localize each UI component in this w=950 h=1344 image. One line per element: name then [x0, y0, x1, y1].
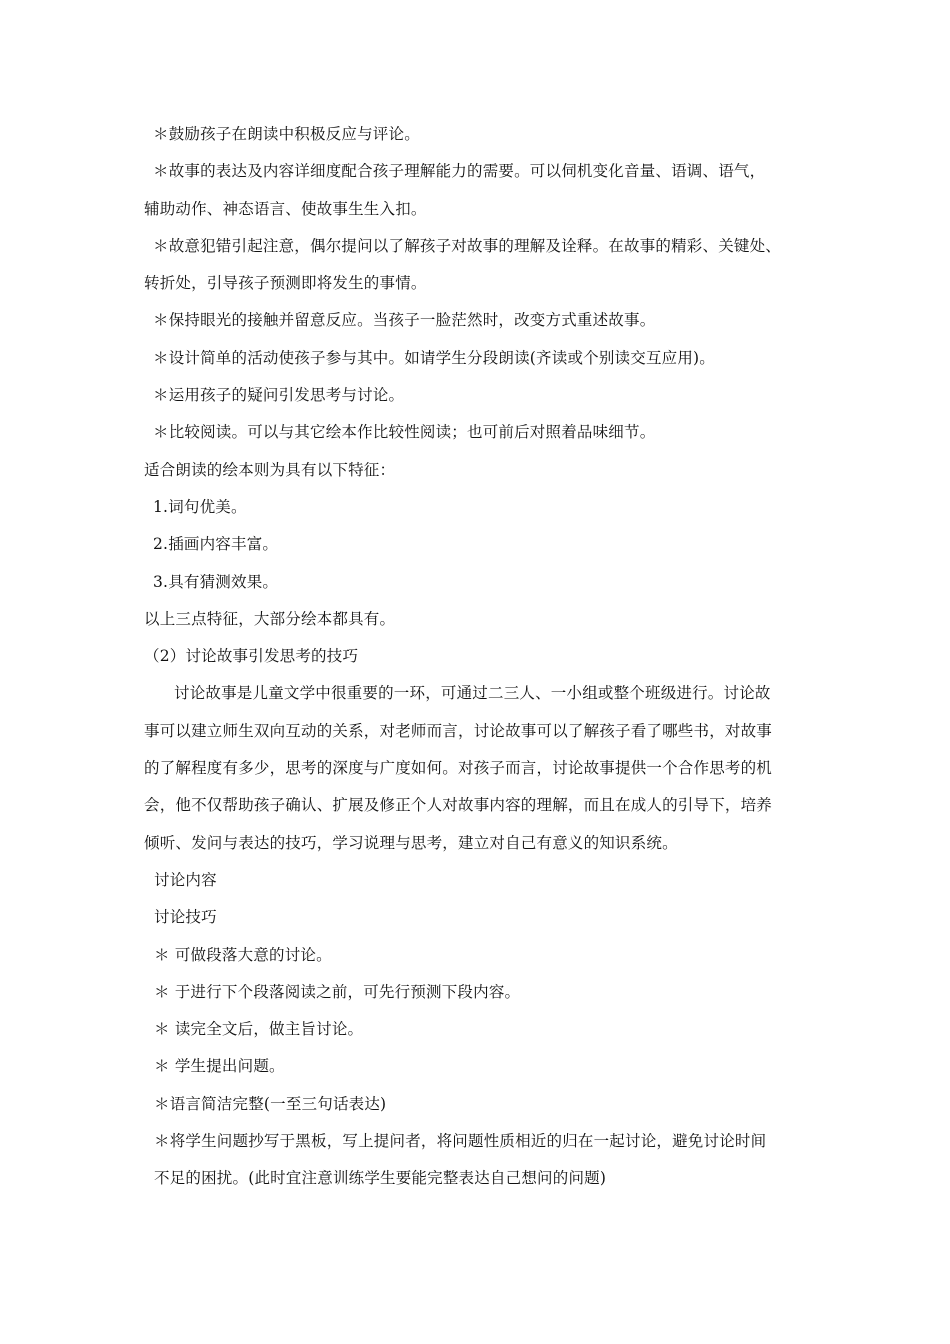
bullet-line: ＊保持眼光的接触并留意反应。当孩子一脸茫然时，改变方式重述故事。	[153, 311, 656, 330]
paragraph-line: 倾听、发问与表达的技巧，学习说理与思考，建立对自己有意义的知识系统。	[144, 833, 678, 852]
bullet-line: ＊ 于进行下个段落阅读之前，可先行预测下段内容。	[154, 982, 521, 1001]
paragraph-line: 会，他不仅帮助孩子确认、扩展及修正个人对故事内容的理解，而且在成人的引导下，培养	[144, 796, 773, 815]
bullet-line: ＊将学生问题抄写于黑板，写上提问者，将问题性质相近的归在一起讨论，避免讨论时间	[154, 1132, 767, 1151]
document-body	[144, 116, 810, 1198]
bullet-line: ＊语言简洁完整(一至三句话表达)	[154, 1094, 387, 1113]
paragraph-line: 讨论故事是儿童文学中很重要的一环，可通过二三人、一小组或整个班级进行。讨论故	[174, 684, 771, 703]
paragraph-line: 的了解程度有多少，思考的深度与广度如何。对孩子而言，讨论故事提供一个合作思考的机	[144, 759, 773, 778]
numbered-item: 3.具有猜测效果。	[153, 572, 279, 591]
paragraph-line: 事可以建立师生双向互动的关系，对老师而言，讨论故事可以了解孩子看了哪些书，对故事	[144, 721, 773, 740]
paragraph-line: 不足的困扰。(此时宜注意训练学生要能完整表达自己想问的问题)	[154, 1169, 607, 1188]
bullet-line: ＊运用孩子的疑问引发思考与讨论。	[153, 386, 405, 405]
paragraph-line: 转折处，引导孩子预测即将发生的事情。	[144, 274, 427, 293]
paragraph-line: 以上三点特征，大部分绘本都具有。	[144, 609, 396, 628]
bullet-line: ＊故事的表达及内容详细度配合孩子理解能力的需要。可以伺机变化音量、语调、语气，	[153, 162, 766, 181]
bullet-line: ＊ 读完全文后，做主旨讨论。	[154, 1020, 364, 1039]
bullet-line: ＊设计简单的活动使孩子参与其中。如请学生分段朗读(齐读或个别读交互应用)。	[153, 348, 715, 367]
numbered-item: 1.词句优美。	[153, 497, 247, 516]
bullet-line: ＊ 可做段落大意的讨论。	[154, 945, 332, 964]
bullet-line: ＊鼓励孩子在朗读中积极反应与评论。	[153, 125, 420, 143]
section-heading: （2）讨论故事引发思考的技巧	[144, 647, 359, 666]
bullet-line: ＊比较阅读。可以与其它绘本作比较性阅读；也可前后对照着品味细节。	[153, 423, 656, 442]
bullet-line: ＊故意犯错引起注意，偶尔提问以了解孩子对故事的理解及诠释。在故事的精彩、关键处、	[153, 236, 782, 255]
paragraph-line: 辅助动作、神态语言、使故事生生入扣。	[144, 199, 427, 218]
paragraph-line: 适合朗读的绘本则为具有以下特征：	[144, 460, 396, 479]
subheading: 讨论技巧	[154, 908, 217, 927]
numbered-item: 2.插画内容丰富。	[153, 535, 279, 554]
subheading: 讨论内容	[154, 870, 217, 889]
bullet-line: ＊ 学生提出问题。	[154, 1057, 285, 1076]
